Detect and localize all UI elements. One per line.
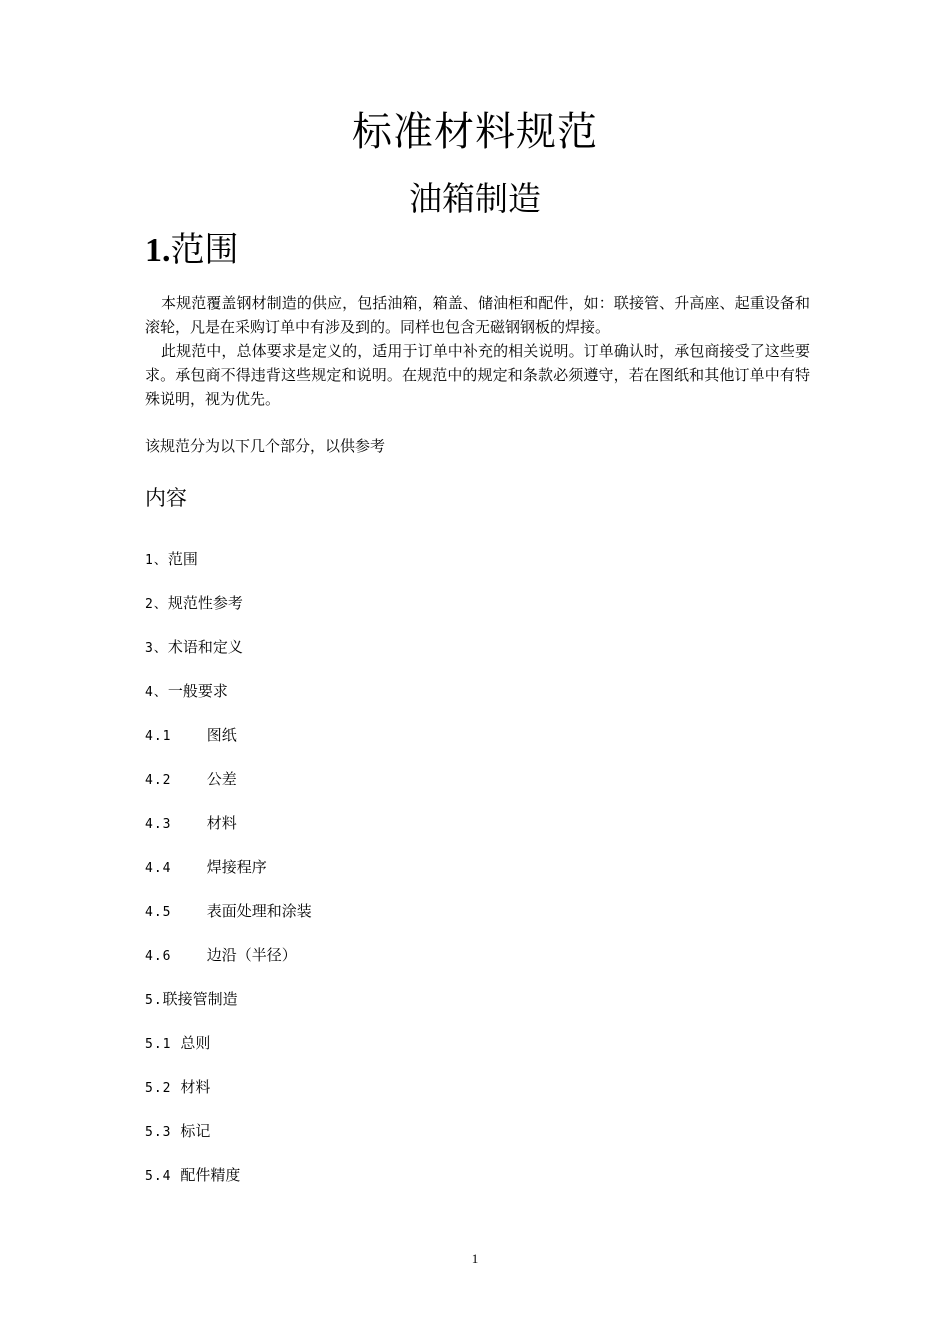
- toc-item-number: 5.1: [145, 1037, 181, 1052]
- toc-item-label: 表面处理和涂装: [206, 902, 312, 920]
- toc-item: [145, 680, 312, 724]
- toc-item: [145, 944, 312, 988]
- section-title: 范围: [170, 230, 239, 270]
- toc-item-label: 材料: [180, 1078, 211, 1096]
- scope-paragraph-2: 此规范中，总体要求是定义的，适用于订单中补充的相关说明。订单确认时，承包商接受了这些要求。承包商不得违背这些规定和说明。在规范中的规定和条款必须遵守，若在图纸和其他订单中有特殊说明，视为优先。: [145, 342, 810, 408]
- toc-item-label: 材料: [206, 814, 237, 832]
- toc-heading: 内容: [145, 486, 187, 510]
- toc-item-number: 3、: [145, 641, 168, 656]
- toc-item: [145, 1076, 312, 1120]
- section-heading-scope: [145, 227, 239, 274]
- toc-item-number: 4、: [145, 685, 168, 700]
- toc-item-number: 5.3: [145, 1125, 181, 1140]
- toc-item: [145, 1120, 312, 1164]
- toc-item: [145, 724, 312, 768]
- toc-item-label: 联接管制造: [162, 990, 238, 1008]
- toc-item-number: 4.6: [145, 949, 207, 964]
- toc-item-label: 公差: [206, 770, 237, 788]
- toc-item-label: 焊接程序: [206, 858, 267, 876]
- section-number: 1.: [145, 232, 171, 269]
- toc-item-label: 范围: [167, 550, 198, 568]
- document-subtitle: 油箱制造: [409, 179, 541, 218]
- toc-item: [145, 988, 312, 1032]
- toc-item-number: 4.1: [145, 729, 207, 744]
- toc-item-label: 一般要求: [167, 682, 228, 700]
- toc-item: [145, 636, 312, 680]
- toc-item-number: 2、: [145, 597, 168, 612]
- toc-item: [145, 856, 312, 900]
- toc-item-label: 配件精度: [180, 1166, 241, 1184]
- toc-item-label: 边沿（半径）: [206, 946, 297, 964]
- toc-item: [145, 812, 312, 856]
- toc-item-label: 图纸: [206, 726, 237, 744]
- toc-item: [145, 592, 312, 636]
- toc-item: [145, 1164, 312, 1208]
- toc-item-number: 1、: [145, 553, 168, 568]
- toc-item-number: 4.3: [145, 817, 207, 832]
- toc-item-number: 5.2: [145, 1081, 181, 1096]
- toc-item-number: 4.5: [145, 905, 207, 920]
- toc-item-number: 4.2: [145, 773, 207, 788]
- toc-item: [145, 1032, 312, 1076]
- toc-item: [145, 900, 312, 944]
- table-of-contents: [145, 548, 312, 1208]
- scope-body: [145, 291, 810, 411]
- toc-item-label: 术语和定义: [167, 638, 243, 656]
- toc-item-label: 总则: [180, 1034, 211, 1052]
- page-number: 1: [471, 1251, 479, 1266]
- toc-item-number: 5.: [145, 993, 163, 1008]
- toc-item-label: 标记: [180, 1122, 211, 1140]
- toc-item-number: 4.4: [145, 861, 207, 876]
- toc-item: [145, 548, 312, 592]
- toc-item-number: 5.4: [145, 1169, 181, 1184]
- scope-note: 该规范分为以下几个部分，以供参考: [145, 437, 386, 455]
- scope-paragraph-1: 本规范覆盖钢材制造的供应，包括油箱，箱盖、储油柜和配件，如：联接管、升高座、起重设备和滚轮，凡是在采购订单中有涉及到的。同样也包含无磁钢钢板的焊接。: [145, 294, 810, 336]
- document-title: 标准材料规范: [352, 109, 598, 155]
- toc-item-label: 规范性参考: [167, 594, 243, 612]
- toc-item: [145, 768, 312, 812]
